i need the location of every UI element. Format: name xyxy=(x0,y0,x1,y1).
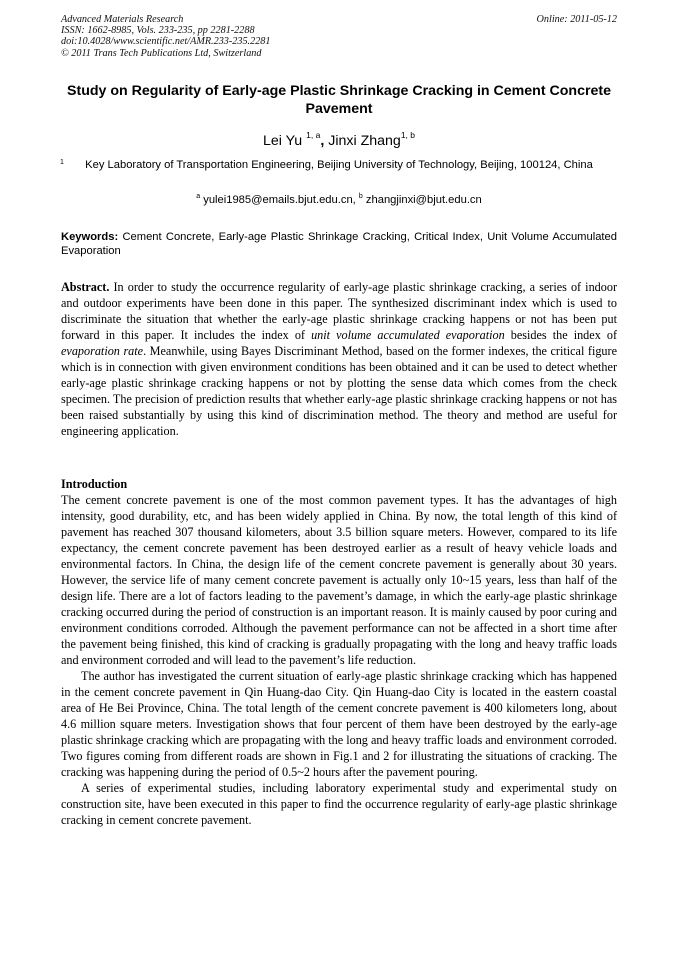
online-date: Online: 2011-05-12 xyxy=(536,14,617,25)
author-name: Lei Yu xyxy=(263,133,303,149)
abstract-italic-term: unit volume accumulated evaporation xyxy=(311,328,505,342)
email-mark: b xyxy=(358,193,363,200)
paragraph: The cement concrete pavement is one of the most common pavement types. It has the advantages of high intensity, good durability, etc, and has been widely applied in China. By now, the total length of this kind of pavement has reached 307 thousand kilometers, about 3.5 billion square meters. However, compared to its life expectancy, the cement concrete pavement has been destroyed earlier as a result of heavy vehicle loads and environmental factors. In China, the design life of the cement concrete pavement is generally about 30 years. However, the service life of many cement concrete pavement is actually only 10~15 years, less than half of the design life. There are a lot of factors leading to the pavement’s damage, in which the early-age plastic shrinkage cracking occurred during the period of construction is an important reason. It is mainly caused by poor curing and environment conditions corroded. Although the pavement performance can not be affected in a short time after the pavement being finished, this kind of cracking is gradually propagating with the long and heavy traffic loads and environment corroded and will lead to the pavement’s life reduction. xyxy=(61,493,617,667)
author-name: Jinxi Zhang xyxy=(328,133,401,149)
email-line xyxy=(61,193,617,207)
affiliation-mark: 1 xyxy=(60,159,64,166)
keywords-text: Cement Concrete, Early-age Plastic Shrinkage Cracking, Critical Index, Unit Volume Accumulated Evaporation xyxy=(61,231,617,257)
author-superscript: 1, b xyxy=(400,130,415,140)
abstract-text: In order to study the occurrence regularity of early-age plastic shrinkage cracking, a series of indoor and outdoor experiments have been done in this paper. The synthesized discriminant index which is used to discriminate the situation that whether the early-age plastic shrinkage cracking happens or not has been put forward in this paper. It includes the index of xyxy=(61,280,618,342)
abstract-text: besides the index of xyxy=(510,328,618,342)
journal-header xyxy=(61,14,617,59)
paragraph: The author has investigated the current situation of early-age plastic shrinkage cracking which has happened in the cement concrete pavement in Qin Huang-dao City. Qin Huang-dao City is located in the eastern coastal area of He Bei Province, China. The total length of the cement concrete pavement is 400 kilometers long, about 4.6 million square meters. Investigation shows that four percent of them have been destroyed by the early-age plastic shrinkage cracking which are propagating with the long and heavy traffic loads and environment corroded. Two figures coming from different roads are shown in Fig.1 and 2 for illustrating the situations of cracking. The cracking was happening during the period of 0.5~2 hours after the pavement pouring. xyxy=(61,669,617,779)
author-separator: , xyxy=(320,133,325,149)
abstract xyxy=(61,279,617,439)
section-heading: Introduction xyxy=(61,477,128,491)
affiliation xyxy=(60,158,614,173)
paragraph: A series of experimental studies, including laboratory experimental study and experimental study on construction site, have been executed in this paper to find the occurrence regularity of early-age plastic shrinkage cracking in cement concrete pavement. xyxy=(61,781,617,827)
abstract-text: . Meanwhile, using Bayes Discriminant Method, based on the former indexes, the critical figure which is in connection with given environment conditions has been obtained and it can be used to detect whether early-age plastic shrinkage cracking happens or not by plotting the sense data which comes from the check specimen. The precision of prediction results that whether early-age plastic shrinkage cracking happens or not has been raised substantially by using this kind of discrimination method. The theory and method are useful for engineering application. xyxy=(61,344,617,438)
keywords-label: Keywords: xyxy=(61,231,119,243)
keywords xyxy=(61,230,617,258)
affiliation-text: Key Laboratory of Transportation Engineering, Beijing University of Technology, Beijing, 100124, China xyxy=(85,159,593,171)
abstract-italic-term: evaporation rate xyxy=(61,344,144,358)
email-address[interactable]: yulei1985@emails.bjut.edu.cn, xyxy=(203,194,356,206)
abstract-label: Abstract. xyxy=(61,280,110,294)
doi-line: doi:10.4028/www.scientific.net/AMR.233-235.2281 xyxy=(61,36,271,48)
issn-line: ISSN: 1662-8985, Vols. 233-235, pp 2281-2288 xyxy=(61,25,255,37)
author-line xyxy=(61,132,617,150)
author-superscript: 1, a xyxy=(306,130,321,140)
paper-title: Study on Regularity of Early-age Plastic Shrinkage Cracking in Cement Concrete Pavement xyxy=(67,83,611,117)
introduction-body xyxy=(61,492,617,828)
email-mark: a xyxy=(196,193,201,200)
copyright-line: © 2011 Trans Tech Publications Ltd, Switzerland xyxy=(61,47,262,59)
email-address[interactable]: zhangjinxi@bjut.edu.cn xyxy=(365,194,482,206)
journal-name: Advanced Materials Research xyxy=(61,14,184,25)
